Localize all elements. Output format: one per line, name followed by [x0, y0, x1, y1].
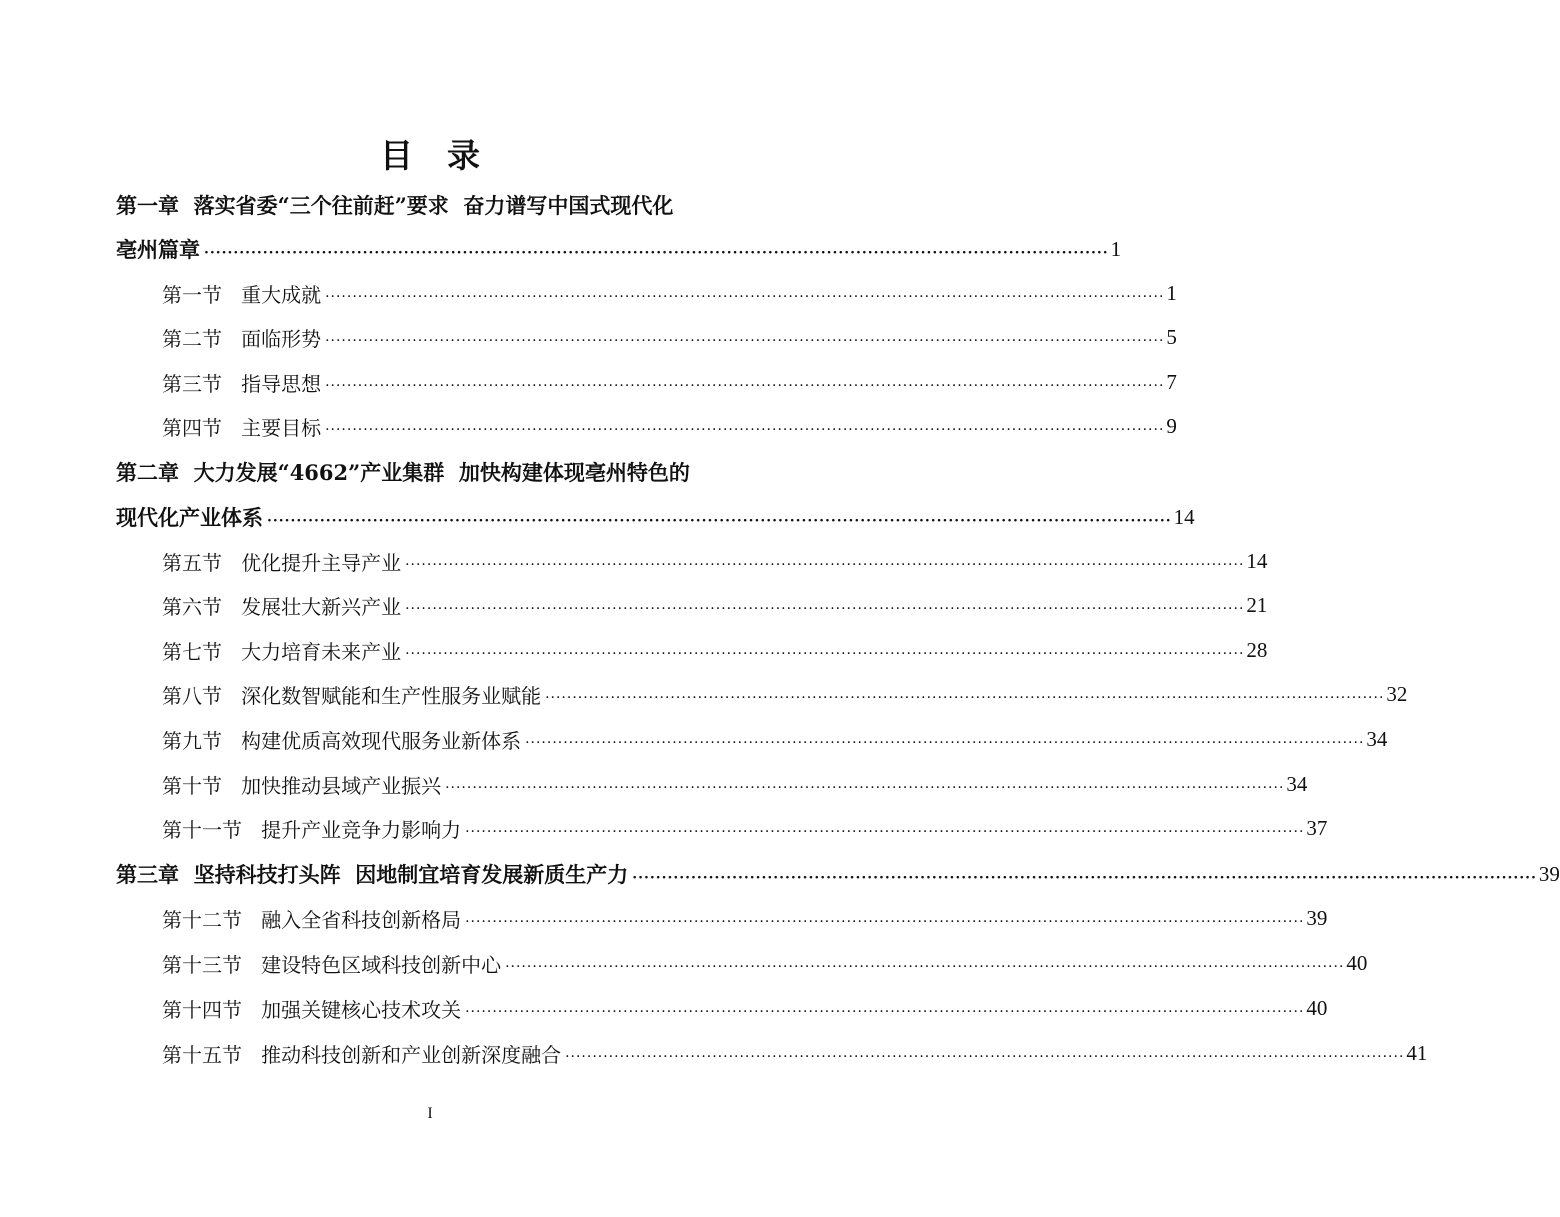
dot-leader: ··························································································································································: [325, 289, 1165, 305]
section-label: 第二节 面临形势: [162, 326, 322, 351]
toc-entry-section-11[interactable]: [0, 812, 1328, 844]
page-number: 40: [1306, 995, 1328, 1020]
section-label: 第十二节 融入全省科技创新格局: [162, 907, 462, 932]
dot-leader: ··························································································································································: [632, 870, 1537, 886]
page-number: 21: [1246, 592, 1268, 617]
toc-entry-section-2[interactable]: [0, 321, 1177, 353]
dot-leader: ··························································································································································: [267, 513, 1172, 529]
section-label: 第十一节 提升产业竞争力影响力: [162, 817, 462, 842]
dot-leader: ··························································································································································: [445, 780, 1285, 796]
page-number: 1: [1110, 236, 1122, 261]
page-number: 28: [1246, 637, 1268, 662]
toc-entry-section-7[interactable]: [0, 634, 1268, 666]
dot-leader: ··························································································································································: [525, 735, 1365, 751]
page-title: [0, 134, 860, 178]
page-number: 7: [1166, 369, 1177, 394]
dot-leader: ··························································································································································: [405, 646, 1245, 662]
page-number: 5: [1166, 324, 1177, 349]
chapter-1-title-cont: 亳州篇章: [116, 237, 200, 262]
toc-entry-section-14[interactable]: [0, 992, 1328, 1024]
dot-leader: ··························································································································································: [405, 557, 1245, 573]
section-label: 第七节 大力培育未来产业: [162, 639, 402, 664]
page-number: 34: [1286, 771, 1308, 796]
section-label: 第八节 深化数智赋能和生产性服务业赋能: [162, 683, 542, 708]
section-label: 第一节 重大成就: [162, 282, 322, 307]
section-label: 第六节 发展壮大新兴产业: [162, 594, 402, 619]
dot-leader: ··························································································································································: [465, 1004, 1305, 1020]
chapter-3-title: 第三章 坚持科技打头阵 因地制宜培育发展新质生产力: [116, 862, 629, 887]
dot-leader: ··························································································································································: [405, 601, 1245, 617]
footer-page-number: I: [427, 1105, 433, 1122]
dot-leader: ··························································································································································: [325, 378, 1165, 394]
chapter-1-title[interactable]: 第一章 落实省委“三个往前赶”要求 奋力谱写中国式现代化: [116, 193, 674, 218]
page-number: 14: [1173, 504, 1195, 529]
toc-entry-section-3[interactable]: [0, 366, 1177, 398]
page-number: 39: [1538, 861, 1560, 886]
dot-leader: ··························································································································································: [204, 245, 1109, 261]
toc-entry-chapter-3[interactable]: [0, 858, 1560, 890]
page-number: 40: [1346, 950, 1368, 975]
section-label: 第十四节 加强关键核心技术攻关: [162, 997, 462, 1022]
page-number: 14: [1246, 548, 1268, 573]
toc-entry-section-8[interactable]: [0, 678, 1408, 710]
dot-leader: ··························································································································································: [465, 914, 1305, 930]
title-char-left: 目: [380, 136, 413, 175]
dot-leader: ··························································································································································: [565, 1049, 1405, 1065]
page-number: 37: [1306, 815, 1328, 840]
dot-leader: ··························································································································································: [325, 422, 1165, 438]
page-number: 9: [1166, 413, 1177, 438]
section-label: 第四节 主要目标: [162, 415, 322, 440]
section-label: 第九节 构建优质高效现代服务业新体系: [162, 728, 522, 753]
dot-leader: ··························································································································································: [505, 959, 1345, 975]
page-number: 39: [1306, 905, 1328, 930]
title-char-right: 录: [447, 136, 480, 175]
toc-entry-section-9[interactable]: [0, 723, 1388, 755]
toc-entry-section-13[interactable]: [0, 947, 1368, 979]
toc-entry-section-6[interactable]: [0, 589, 1268, 621]
toc-entry-section-4[interactable]: [0, 410, 1177, 442]
section-label: 第十节 加快推动县域产业振兴: [162, 773, 442, 798]
toc-entry-section-15[interactable]: [0, 1037, 1428, 1069]
page-number: 1: [1166, 280, 1177, 305]
toc-entry-chapter-1[interactable]: [0, 233, 1122, 265]
dot-leader: ··························································································································································: [545, 690, 1385, 706]
toc-entry-section-5[interactable]: [0, 545, 1268, 577]
page-number: 32: [1386, 681, 1408, 706]
section-label: 第十五节 推动科技创新和产业创新深度融合: [162, 1042, 562, 1067]
page-number: 41: [1406, 1040, 1428, 1065]
section-label: 第五节 优化提升主导产业: [162, 550, 402, 575]
dot-leader: ··························································································································································: [325, 333, 1165, 349]
section-label: 第十三节 建设特色区域科技创新中心: [162, 952, 502, 977]
dot-leader: ··························································································································································: [465, 824, 1305, 840]
toc-entry-section-1[interactable]: [0, 277, 1177, 309]
toc-entry-chapter-2[interactable]: [0, 501, 1195, 533]
section-label: 第三节 指导思想: [162, 371, 322, 396]
page-number: 34: [1366, 726, 1388, 751]
toc-entry-section-10[interactable]: [0, 768, 1308, 800]
toc-entry-section-12[interactable]: [0, 902, 1328, 934]
chapter-2-title[interactable]: 第二章 大力发展“4662”产业集群 加快构建体现亳州特色的: [116, 460, 690, 485]
chapter-2-title-cont: 现代化产业体系: [116, 505, 263, 530]
